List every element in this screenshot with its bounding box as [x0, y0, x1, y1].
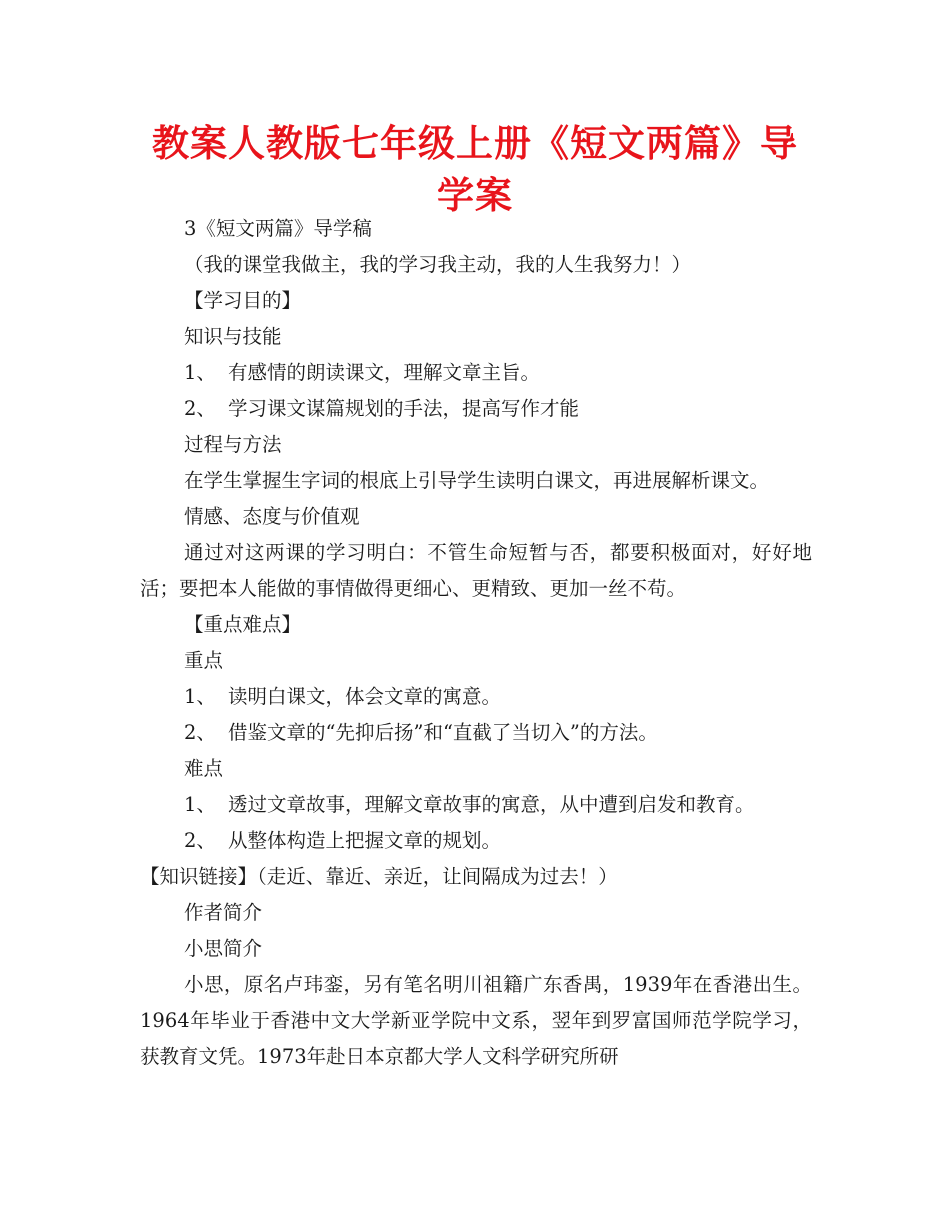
emotion-paragraph: 通过对这两课的学习明白：不管生命短暂与否，都要积极面对，好好地活；要把本人能做的事情做得更细心、更精致、更加一丝不苟。 — [140, 541, 812, 600]
lesson-heading: 3《短文两篇》导学稿 — [184, 217, 372, 240]
list-item-number: 1、 — [184, 685, 216, 708]
list-item — [140, 391, 812, 427]
list-item-number: 1、 — [184, 361, 216, 384]
difficult-points-label: 难点 — [184, 757, 224, 780]
author-intro-label: 作者简介 — [184, 901, 263, 924]
emotion-values-label: 情感、态度与价值观 — [184, 505, 360, 528]
goals-header: 【学习目的】 — [184, 289, 302, 312]
list-item-number: 2、 — [184, 397, 216, 420]
list-item — [140, 715, 812, 751]
knowledge-link-header: 【知识链接】（走近、靠近、亲近，让间隔成为过去！） — [140, 865, 618, 888]
list-item-number: 2、 — [184, 829, 216, 852]
document-title: 教案人教版七年级上册《短文两篇》导学案 — [152, 122, 798, 217]
list-item — [140, 823, 812, 859]
list-item — [140, 679, 812, 715]
motto-line: （我的课堂我做主，我的学习我主动，我的人生我努力！） — [184, 253, 692, 276]
xiaosi-paragraph: 小思，原名卢玮銮，另有笔名明川祖籍广东香禺，1939年在香港出生。1964年毕业于香港中文大学新亚学院中文系，翌年到罗富国师范学院学习，获教育文凭。1973年赴日本京都大学人文科学研究所研 — [140, 973, 812, 1068]
list-item-text: 读明白课文，体会文章的寓意。 — [228, 685, 502, 708]
key-difficult-header: 【重点难点】 — [184, 613, 302, 636]
list-item — [140, 787, 812, 823]
list-item-text: 从整体构造上把握文章的规划。 — [228, 829, 502, 852]
list-item — [140, 355, 812, 391]
list-item-text: 学习课文谋篇规划的手法，提高写作才能 — [228, 397, 580, 420]
xiaosi-intro-label: 小思简介 — [184, 937, 263, 960]
process-method-label: 过程与方法 — [184, 433, 282, 456]
knowledge-skill-label: 知识与技能 — [184, 325, 282, 348]
key-points-label: 重点 — [184, 649, 224, 672]
list-item-text: 借鉴文章的“先抑后扬”和“直截了当切入”的方法。 — [228, 721, 658, 744]
list-item-number: 2、 — [184, 721, 216, 744]
list-item-number: 1、 — [184, 793, 216, 816]
list-item-text: 透过文章故事，理解文章故事的寓意，从中遭到启发和教育。 — [228, 793, 755, 816]
list-item-text: 有感情的朗读课文，理解文章主旨。 — [228, 361, 541, 384]
document-body — [140, 211, 812, 1075]
process-paragraph: 在学生掌握生字词的根底上引导学生读明白课文，再进展解析课文。 — [184, 469, 770, 492]
